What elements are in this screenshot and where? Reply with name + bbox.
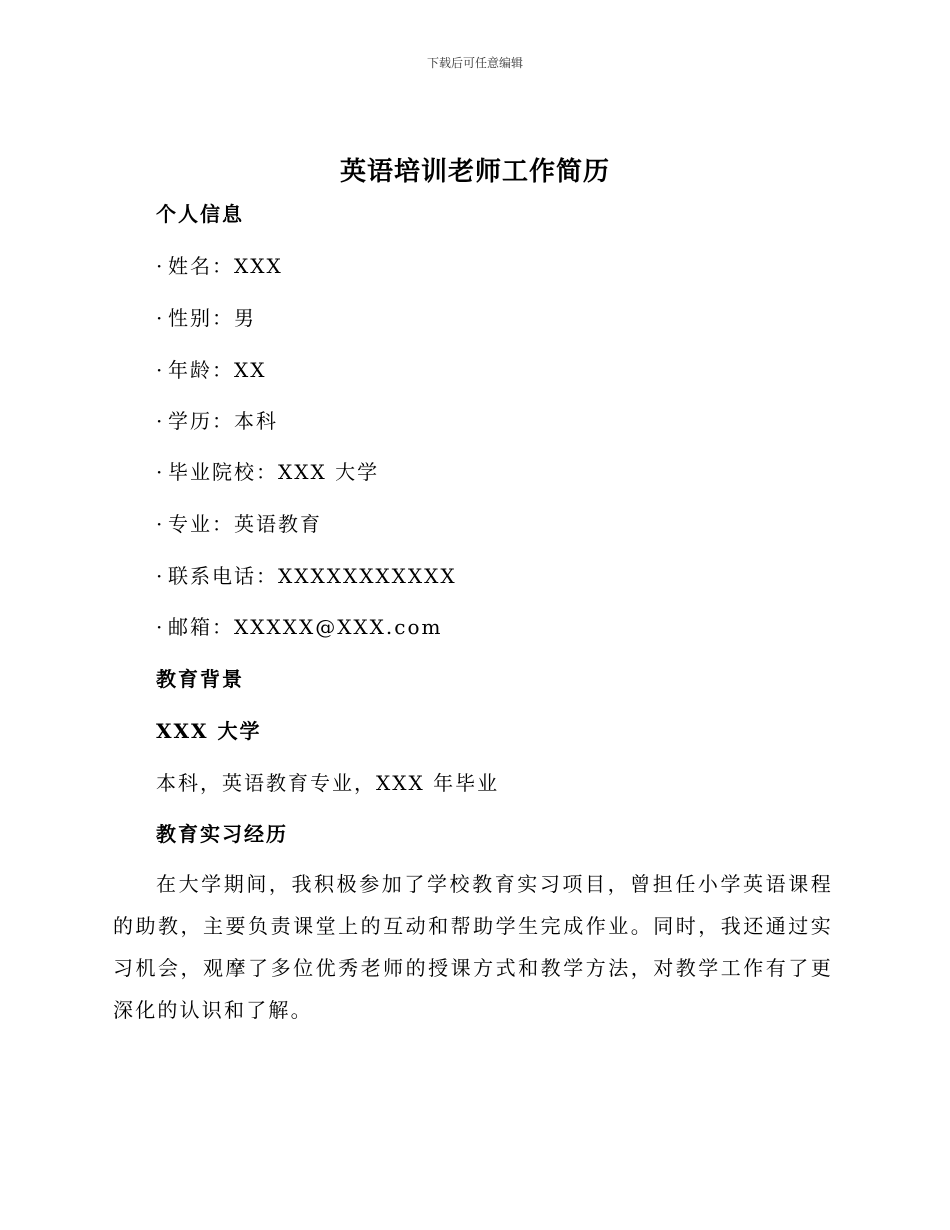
info-item-school xyxy=(156,456,379,485)
bullet-icon: · xyxy=(156,254,165,278)
bullet-icon: · xyxy=(156,512,165,536)
info-value: 英语教育 xyxy=(234,512,322,536)
info-value: XX xyxy=(234,358,267,382)
info-item-degree xyxy=(156,405,278,434)
info-label: 联系电话： xyxy=(168,564,278,588)
info-value: XXXXX@XXX.com xyxy=(234,615,443,639)
info-value: 本科 xyxy=(234,409,278,433)
bullet-icon: · xyxy=(156,460,165,484)
section-heading-education: 教育背景 xyxy=(156,667,244,691)
bullet-icon: · xyxy=(156,409,165,433)
bullet-icon: · xyxy=(156,306,165,330)
info-value: XXX xyxy=(234,254,283,278)
info-label: 毕业院校： xyxy=(168,460,278,484)
info-label: 年龄： xyxy=(168,358,234,382)
info-label: 邮箱： xyxy=(168,615,234,639)
info-item-major xyxy=(156,508,322,537)
info-item-gender xyxy=(156,302,256,331)
bullet-icon: · xyxy=(156,615,165,639)
info-label: 学历： xyxy=(168,409,234,433)
info-label: 专业： xyxy=(168,512,234,536)
section-heading-internship: 教育实习经历 xyxy=(156,822,288,846)
info-item-age xyxy=(156,354,266,383)
internship-paragraph: 在大学期间，我积极参加了学校教育实习项目，曾担任小学英语课程的助教，主要负责课堂上的互动和帮助学生完成作业。同时，我还通过实习机会，观摩了多位优秀老师的授课方式和教学方法，对教学工作有了更深化的认识和了解。 xyxy=(113,872,833,1022)
info-item-name xyxy=(156,250,283,279)
section-heading-personal: 个人信息 xyxy=(156,202,244,226)
education-detail: 本科，英语教育专业，XXX 年毕业 xyxy=(156,771,500,795)
bullet-icon: · xyxy=(156,564,165,588)
info-label: 性别： xyxy=(168,306,234,330)
info-value: XXX 大学 xyxy=(278,460,380,484)
info-value: XXXXXXXXXXX xyxy=(278,564,457,588)
info-item-phone xyxy=(156,560,457,589)
page-title: 英语培训老师工作简历 xyxy=(339,157,610,187)
header-note: 下载后可任意编辑 xyxy=(426,56,523,70)
info-value: 男 xyxy=(234,306,256,330)
bullet-icon: · xyxy=(156,358,165,382)
info-item-email xyxy=(156,611,442,640)
education-school: XXX 大学 xyxy=(156,719,262,743)
info-label: 姓名： xyxy=(168,254,234,278)
